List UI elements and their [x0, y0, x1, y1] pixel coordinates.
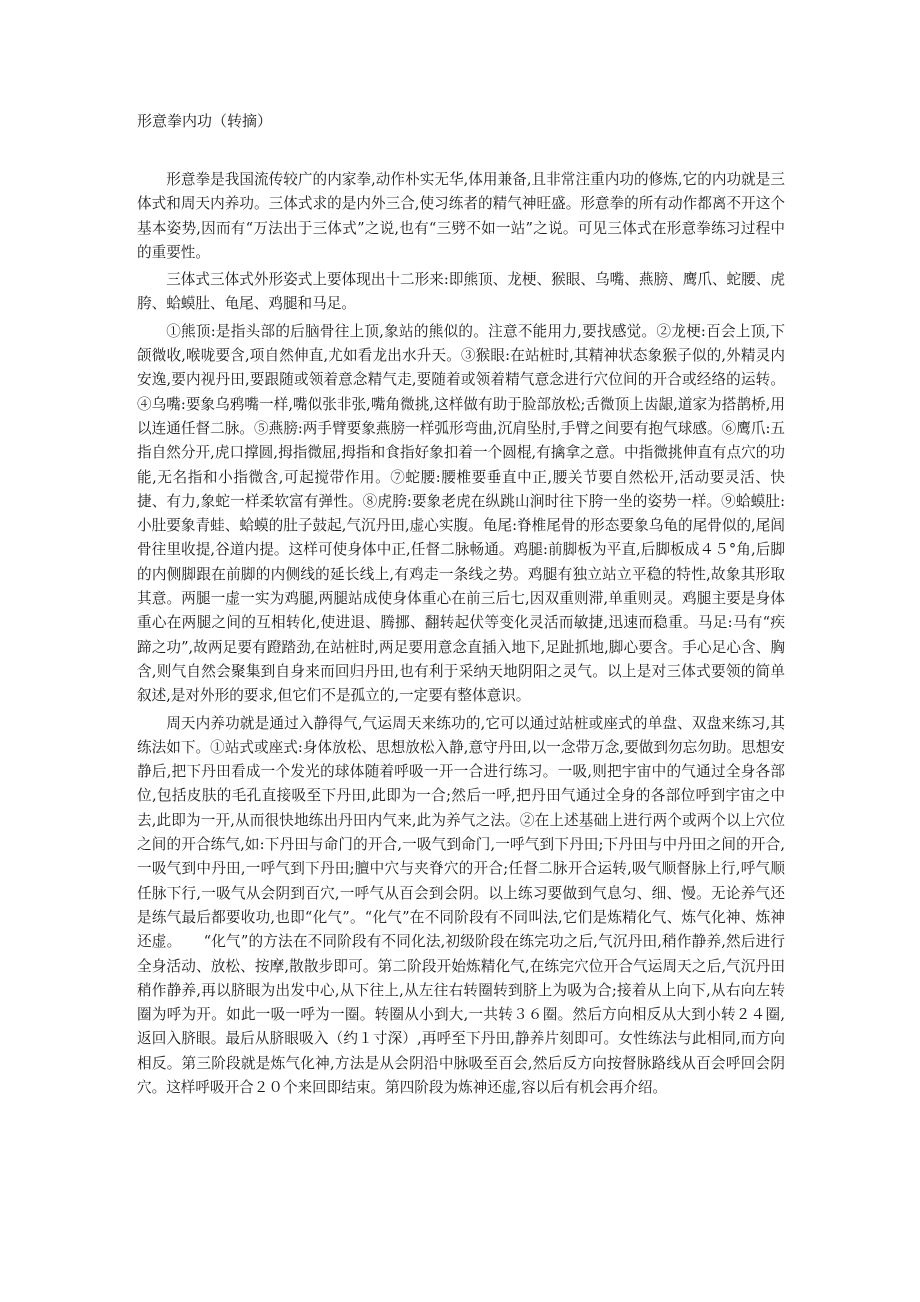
document-page [137, 108, 785, 1103]
paragraph-twelve-forms: 三体式三体式外形姿式上要体现出十二形来:即熊顶、龙梗、猴眼、乌嘴、燕膀、鹰爪、蛇腰、虎胯、蛤蟆肚、龟尾、鸡腿和马足。 [137, 271, 785, 313]
document-title: 形意拳内功（转摘） [137, 112, 273, 130]
paragraph-zhoutian: 周天内养功就是通过入静得气,气运周天来练功的,它可以通过站桩或座式的单盘、双盘来练习,其练法如下。①站式或座式:身体放松、思想放松入静,意守丹田,以一念带万念,要做到勿忘勿助。思想安静后,把下丹田看成一个发光的球体随着呼吸一开一合进行练习。一吸,则把宇宙中的气通过全身各部位,包括皮肤的毛孔直接吸至下丹田,此即为一合;然后一呼,把丹田气通过全身的各部位呼到宇宙之中去,此即为一开,从而很快地练出丹田内气来,此为养气之法。②在上述基础上进行两个或两个以上穴位之间的开合练气,如:下丹田与命门的开合,一吸气到命门,一呼气到下丹田;下丹田与中丹田之间的开合,一吸气到中丹田,一呼气到下丹田;膻中穴与夹脊穴的开合;任督二脉开合运转,吸气顺督脉上行,呼气顺任脉下行,一吸气从会阴到百穴,一呼气从百会到会阴。以上练习要做到气息匀、细、慢。无论养气还是练气最后都要收功,也即“化气”。“化气”在不同阶段有不同叫法,它们是炼精化气、炼气化神、炼神还虚。 “化气”的方法在不同阶段有不同化法,初级阶段在练完功之后,气沉丹田,稍作静养,然后进行全身活动、放松、按摩,散散步即可。第二阶段开始炼精化气,在练完穴位开合气运周天之后,气沉丹田稍作静养,再以脐眼为出发中心,从下往上,从左往右转圈转到脐上为吸为合;接着从上向下,从右向左转圈为呼为开。如此一吸一呼为一圈。转圈从小到大,一共转３６圈。然后方向相反从大到小转２４圈,返回入脐眼。最后从脐眼吸入（约１寸深）,再呼至下丹田,静养片刻即可。女性练法与此相同,而方向相反。第三阶段就是炼气化神,方法是从会阴沿中脉吸至百会,然后反方向按督脉路线从百会呼回会阴穴。这样呼吸开合２０个来回即结束。第四阶段为炼神还虚,容以后有机会再介绍。 [137, 714, 785, 1096]
paragraph-intro: 形意拳是我国流传较广的内家拳,动作朴实无华,体用兼备,且非常注重内功的修炼,它的内功就是三体式和周天内养功。三体式求的是内外三合,使习练者的精气神旺盛。形意拳的所有动作都离不开这个基本姿势,因而有“万法出于三体式”之说,也有“三劈不如一站”之说。可见三体式在形意拳练习过程中的重要性。 [137, 171, 785, 261]
paragraph-forms-detail: ①熊顶:是指头部的后脑骨往上顶,象站的熊似的。注意不能用力,要找感觉。②龙梗:百会上顶,下颌微收,喉咙要含,项自然伸直,尤如看龙出水升天。③猴眼:在站桩时,其精神状态象猴子似的,外精灵内安逸,要内视丹田,要跟随或领着意念精气走,要随着或领着精气意念进行穴位间的开合或经络的运转。④乌嘴:要象乌鸦嘴一样,嘴似张非张,嘴角微挑,这样做有助于脸部放松;舌微顶上齿龈,道家为搭鹊桥,用以连通任督二脉。⑤燕膀:两手臂要象燕膀一样弧形弯曲,沉肩坠肘,手臂之间要有抱气球感。⑥鹰爪:五指自然分开,虎口撑圆,拇指微屈,拇指和食指好象扣着一个圆棍,有擒拿之意。中指微挑伸直有点穴的功能,无名指和小指微含,可起搅带作用。⑦蛇腰:腰椎要垂直中正,腰关节要自然松开,活动要灵活、快捷、有力,象蛇一样柔软富有弹性。⑧虎胯:要象老虎在纵跳山涧时往下胯一坐的姿势一样。⑨蛤蟆肚:小肚要象青蛙、蛤蟆的肚子鼓起,气沉丹田,虚心实腹。龟尾:脊椎尾骨的形态要象乌龟的尾骨似的,尾闾骨往里收提,谷道内提。这样可使身体中正,任督二脉畅通。鸡腿:前脚板为平直,后脚板成４５°角,后脚的内侧脚跟在前脚的内侧线的延长线上,有鸡走一条线之势。鸡腿有独立站立平稳的特性,故象其形取其意。两腿一虚一实为鸡腿,两腿站成使身体重心在前三后七,因双重则滞,单重则灵。鸡腿主要是身体重心在两腿之间的互相转化,使进退、腾挪、翻转起伏等变化灵活而敏捷,迅速而稳重。马足:马有“疾蹄之功”,故两足要有蹬踏劲,在站桩时,两足要用意念直插入地下,足趾抓地,脚心要含。手心足心含、胸含,则气自然会聚集到自身来而回归丹田,也有利于采纳天地阴阳之灵气。以上是对三体式要领的简单叙述,是对外形的要求,但它们不是孤立的,一定要有整体意识。 [137, 322, 785, 705]
